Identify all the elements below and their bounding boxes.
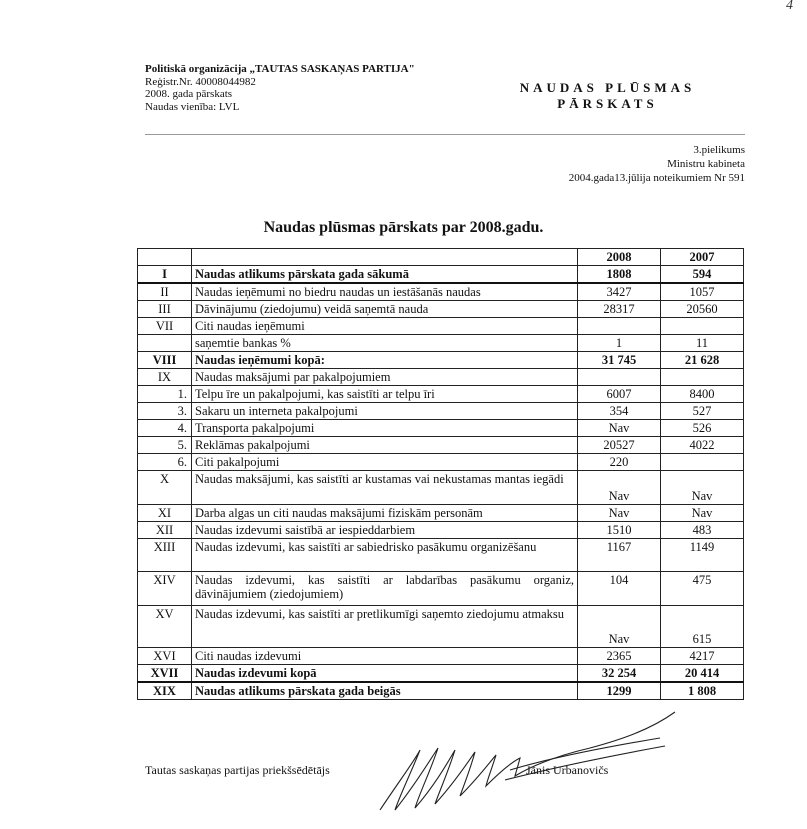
value-2008 [578, 369, 661, 386]
table-row [138, 572, 744, 606]
value-2008: 354 [578, 403, 661, 420]
row-description: Naudas maksājumi, kas saistīti ar kustamas vai nekustamas mantas iegādi [192, 471, 578, 505]
header-cell [138, 249, 192, 266]
value-2008: 1510 [578, 522, 661, 539]
row-description: Citi pakalpojumi [192, 454, 578, 471]
value-2007: 594 [661, 266, 744, 284]
value-2008: Nav [578, 606, 661, 648]
value-2007: 527 [661, 403, 744, 420]
value-2008: 3427 [578, 283, 661, 301]
table-row [138, 301, 744, 318]
table-row [138, 403, 744, 420]
header-divider [145, 134, 745, 135]
table-row [138, 665, 744, 683]
value-2007: 483 [661, 522, 744, 539]
value-2007: 1149 [661, 539, 744, 572]
row-number: XVI [138, 648, 192, 665]
doc-title-line1: NAUDAS PLŪSMAS [519, 80, 696, 95]
value-2007: 526 [661, 420, 744, 437]
row-number [138, 335, 192, 352]
value-2007: Nav [661, 505, 744, 522]
row-number: 6. [138, 454, 192, 471]
row-number: VII [138, 318, 192, 335]
row-number: 5. [138, 437, 192, 454]
row-description: Naudas izdevumi saistībā ar iespieddarbiem [192, 522, 578, 539]
organization-name: Politiskā organizācija „TAUTAS SASKAŅAS PARTIJA" [145, 63, 415, 75]
row-description: Reklāmas pakalpojumi [192, 437, 578, 454]
row-number: IX [138, 369, 192, 386]
value-2007: 475 [661, 572, 744, 606]
row-description: Sakaru un interneta pakalpojumi [192, 403, 578, 420]
doc-title-line2: PĀRSKATS [557, 96, 658, 111]
value-2007: 4217 [661, 648, 744, 665]
value-2008: Nav [578, 420, 661, 437]
row-number: XI [138, 505, 192, 522]
annex-reference [569, 143, 745, 185]
table-row [138, 471, 744, 505]
table-row [138, 505, 744, 522]
row-number: XIX [138, 682, 192, 700]
header-cell-2007: 2007 [661, 249, 744, 266]
document-type-title [505, 80, 710, 112]
value-2008: 2365 [578, 648, 661, 665]
row-number: XIV [138, 572, 192, 606]
row-number: XII [138, 522, 192, 539]
handwritten-signature [360, 700, 690, 820]
value-2008: 1167 [578, 539, 661, 572]
row-description: Naudas izdevumi, kas saistīti ar sabiedrisko pasākumu organizēšanu [192, 539, 578, 572]
currency-unit: Naudas vienība: LVL [145, 100, 240, 113]
value-2007: Nav [661, 471, 744, 505]
value-2007: 4022 [661, 437, 744, 454]
value-2007 [661, 454, 744, 471]
value-2008: 104 [578, 572, 661, 606]
value-2007: 615 [661, 606, 744, 648]
row-description: Naudas izdevumi, kas saistīti ar labdarības pasākumu organiz, dāvinājumiem (ziedojumiem) [192, 572, 578, 606]
table-row [138, 283, 744, 301]
table-row [138, 352, 744, 369]
header-cell-2008: 2008 [578, 249, 661, 266]
row-description: Naudas atlikums pārskata gada sākumā [192, 266, 578, 284]
value-2008: Nav [578, 505, 661, 522]
row-number: XV [138, 606, 192, 648]
row-description: saņemtie bankas % [192, 335, 578, 352]
row-number: 3. [138, 403, 192, 420]
row-number: XIII [138, 539, 192, 572]
value-2008 [578, 318, 661, 335]
row-description: Naudas izdevumi kopā [192, 665, 578, 683]
value-2007: 20560 [661, 301, 744, 318]
value-2008: 220 [578, 454, 661, 471]
value-2007: 11 [661, 335, 744, 352]
row-description: Naudas atlikums pārskata gada beigās [192, 682, 578, 700]
value-2007: 20 414 [661, 665, 744, 683]
value-2007: 21 628 [661, 352, 744, 369]
value-2008: 1299 [578, 682, 661, 700]
value-2007: 1057 [661, 283, 744, 301]
table-row [138, 606, 744, 648]
table-row [138, 454, 744, 471]
row-description: Citi naudas ieņēmumi [192, 318, 578, 335]
value-2008: Nav [578, 471, 661, 505]
annex-line: 2004.gada13.jūlija noteikumiem Nr 591 [568, 172, 745, 184]
value-2008: 20527 [578, 437, 661, 454]
annex-line: 3.pielikums [693, 144, 745, 156]
row-description: Naudas maksājumi par pakalpojumiem [192, 369, 578, 386]
row-description: Darba algas un citi naudas maksājumi fiziskām personām [192, 505, 578, 522]
row-number: VIII [138, 352, 192, 369]
report-year: 2008. gada pārskats [145, 88, 233, 100]
row-number: III [138, 301, 192, 318]
row-description: Naudas ieņēmumi no biedru naudas un iestāšanās naudas [192, 283, 578, 301]
value-2007: 1 808 [661, 682, 744, 700]
row-description: Naudas ieņēmumi kopā: [192, 352, 578, 369]
signatory-name: Jānis Urbanovičs [526, 763, 609, 777]
page-number: 4 [786, 0, 793, 13]
annex-line: Ministru kabineta [667, 158, 745, 170]
cash-flow-table [137, 248, 744, 700]
row-number: 4. [138, 420, 192, 437]
value-2008: 31 745 [578, 352, 661, 369]
value-2007 [661, 318, 744, 335]
row-description: Naudas izdevumi, kas saistīti ar pretlikumīgi saņemto ziedojumu atmaksu [192, 606, 578, 648]
value-2007 [661, 369, 744, 386]
value-2008: 1 [578, 335, 661, 352]
value-2008: 32 254 [578, 665, 661, 683]
table-row [138, 437, 744, 454]
row-description: Dāvinājumu (ziedojumu) veidā saņemtā nauda [192, 301, 578, 318]
value-2008: 28317 [578, 301, 661, 318]
table-row [138, 522, 744, 539]
table-row [138, 648, 744, 665]
table-row [138, 420, 744, 437]
table-row [138, 318, 744, 335]
table-row [138, 539, 744, 572]
table-row [138, 682, 744, 700]
value-2008: 1808 [578, 266, 661, 284]
signatory-position: Tautas saskaņas partijas priekšsēdētājs [145, 763, 330, 777]
report-title: Naudas plūsmas pārskats par 2008.gadu. [263, 219, 544, 236]
header-cell [192, 249, 578, 266]
table-row [138, 369, 744, 386]
row-number: II [138, 283, 192, 301]
row-description: Citi naudas izdevumi [192, 648, 578, 665]
table-row [138, 386, 744, 403]
registration-number: Reģistr.Nr. 40008044982 [145, 75, 256, 88]
row-number: XVII [138, 665, 192, 683]
organization-header [145, 63, 415, 113]
row-description: Telpu īre un pakalpojumi, kas saistīti ar telpu īri [192, 386, 578, 403]
table-row [138, 266, 744, 284]
table-header-row [138, 249, 744, 266]
table-row [138, 335, 744, 352]
row-number: 1. [138, 386, 192, 403]
value-2007: 8400 [661, 386, 744, 403]
value-2008: 6007 [578, 386, 661, 403]
row-number: X [138, 471, 192, 505]
row-number: I [138, 266, 192, 284]
row-description: Transporta pakalpojumi [192, 420, 578, 437]
